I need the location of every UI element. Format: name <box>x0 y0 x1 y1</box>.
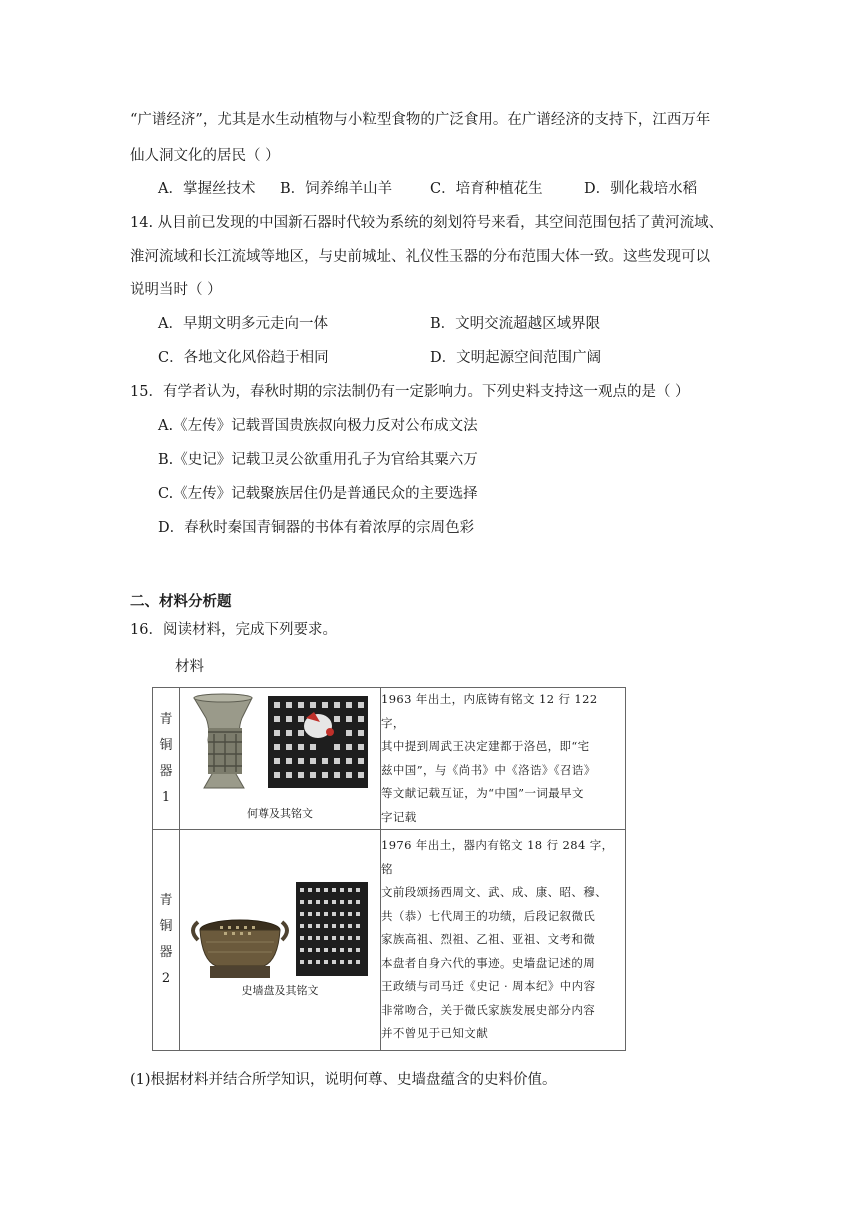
row1-desc-line: 兹中国”，与《尚书》中《洛诰》《召诰》 <box>381 762 596 777</box>
q14-stem-line3: 说明当时（ ） <box>130 282 222 298</box>
q14-option-d[interactable]: D．文明起源空间范围广阔 <box>430 350 602 366</box>
row1-label-char: 1 <box>161 789 171 805</box>
q14-option-b[interactable]: B．文明交流超越区域界限 <box>430 316 601 332</box>
row2-description <box>381 830 626 1051</box>
q16-stem: 16．阅读材料，完成下列要求。 <box>130 622 337 638</box>
row2-image-cell <box>180 830 381 1051</box>
row2-label-char: 青 <box>159 893 173 908</box>
row1-desc-line: 1963 年出土，内底铸有铭文 12 行 122 字， <box>381 692 598 730</box>
q15-stem: 15．有学者认为，春秋时期的宗法制仍有一定影响力。下列史料支持这一观点的是（ ） <box>130 384 690 400</box>
q13-option-b[interactable]: B．饲养绵羊山羊 <box>280 181 393 197</box>
row1-label-char: 铜 <box>159 737 173 753</box>
q16-subquestion-1: (1)根据材料并结合所学知识，说明何尊、史墙盘蕴含的史料价值。 <box>130 1072 557 1088</box>
row2-label-char: 2 <box>161 971 171 986</box>
q13-stem-line1: “广谱经济”，尤其是水生动植物与小粒型食物的广泛食用。在广谱经济的支持下，江西万年 <box>130 112 711 128</box>
row2-label-char: 器 <box>159 945 173 960</box>
table-row <box>153 688 626 830</box>
q15-option-d[interactable]: D．春秋时秦国青铜器的书体有着浓厚的宗周色彩 <box>158 520 475 536</box>
row1-label-char: 青 <box>159 711 173 727</box>
row1-desc-line: 其中提到周武王决定建都于洛邑，即“宅 <box>381 739 590 753</box>
row2-desc-line: 并不曾见于已知文献 <box>381 1026 489 1041</box>
row1-label <box>153 688 180 830</box>
row1-desc-line: 等文献记载互证，为“中国”一词最早文 <box>381 786 584 800</box>
q14-stem-line1: 14. 从目前已发现的中国新石器时代较为系统的刻划符号来看，其空间范围包括了黄河流域、 <box>130 215 724 231</box>
row2-desc-line: 非常吻合，关于微氏家族发展史部分内容 <box>381 1002 596 1017</box>
q15-option-c[interactable]: C.《左传》记载聚族居住仍是普通民众的主要选择 <box>158 486 478 502</box>
row2-desc-line: 文前段颂扬西周文、武、成、康、昭、穆、 <box>381 885 608 900</box>
row1-caption: 何尊及其铭文 <box>247 807 313 820</box>
row2-desc-line: 1976 年出土，器内有铭文 18 行 284 字，铭 <box>381 838 614 876</box>
row1-label-char: 器 <box>159 763 173 779</box>
row2-desc-line: 本盘者自身六代的事迹。史墙盘记述的周 <box>381 955 596 970</box>
material-table <box>152 687 626 1051</box>
shi-qiang-pan-image <box>180 830 380 1051</box>
table-row <box>153 830 626 1051</box>
row2-caption: 史墙盘及其铭文 <box>241 984 319 997</box>
section-heading: 二、材料分析题 <box>130 594 232 610</box>
row2-desc-line: 共（恭）七代周王的功绩，后段记叙微氏 <box>381 908 596 923</box>
q13-option-c[interactable]: C．培育种植花生 <box>430 181 543 197</box>
q14-stem-line2: 淮河流域和长江流域等地区，与史前城址、礼仪性玉器的分布范围大体一致。这些发现可以 <box>130 249 710 265</box>
q13-stem-line2: 仙人洞文化的居民（ ） <box>130 148 280 164</box>
row1-description <box>381 688 626 830</box>
row1-desc-line: 字记载 <box>381 809 417 824</box>
q14-option-c[interactable]: C．各地文化风俗趋于相同 <box>158 350 329 366</box>
q13-option-a[interactable]: A．掌握丝技术 <box>158 181 256 197</box>
q15-option-a[interactable]: A.《左传》记载晋国贵族叔向极力反对公布成文法 <box>158 418 478 434</box>
row1-image-cell <box>180 688 381 830</box>
q15-option-b[interactable]: B.《史记》记载卫灵公欲重用孔子为官给其粟六万 <box>158 452 478 468</box>
material-label: 材料 <box>175 659 204 675</box>
q13-option-d[interactable]: D．驯化栽培水稻 <box>584 181 698 197</box>
row2-desc-line: 王政绩与司马迁《史记 · 周本纪》中内容 <box>381 979 596 994</box>
row2-label <box>153 830 180 1051</box>
row2-desc-line: 家族高祖、烈祖、乙祖、亚祖、文考和微 <box>381 932 596 947</box>
row2-label-char: 铜 <box>159 919 173 934</box>
q14-option-a[interactable]: A．早期文明多元走向一体 <box>158 316 328 332</box>
